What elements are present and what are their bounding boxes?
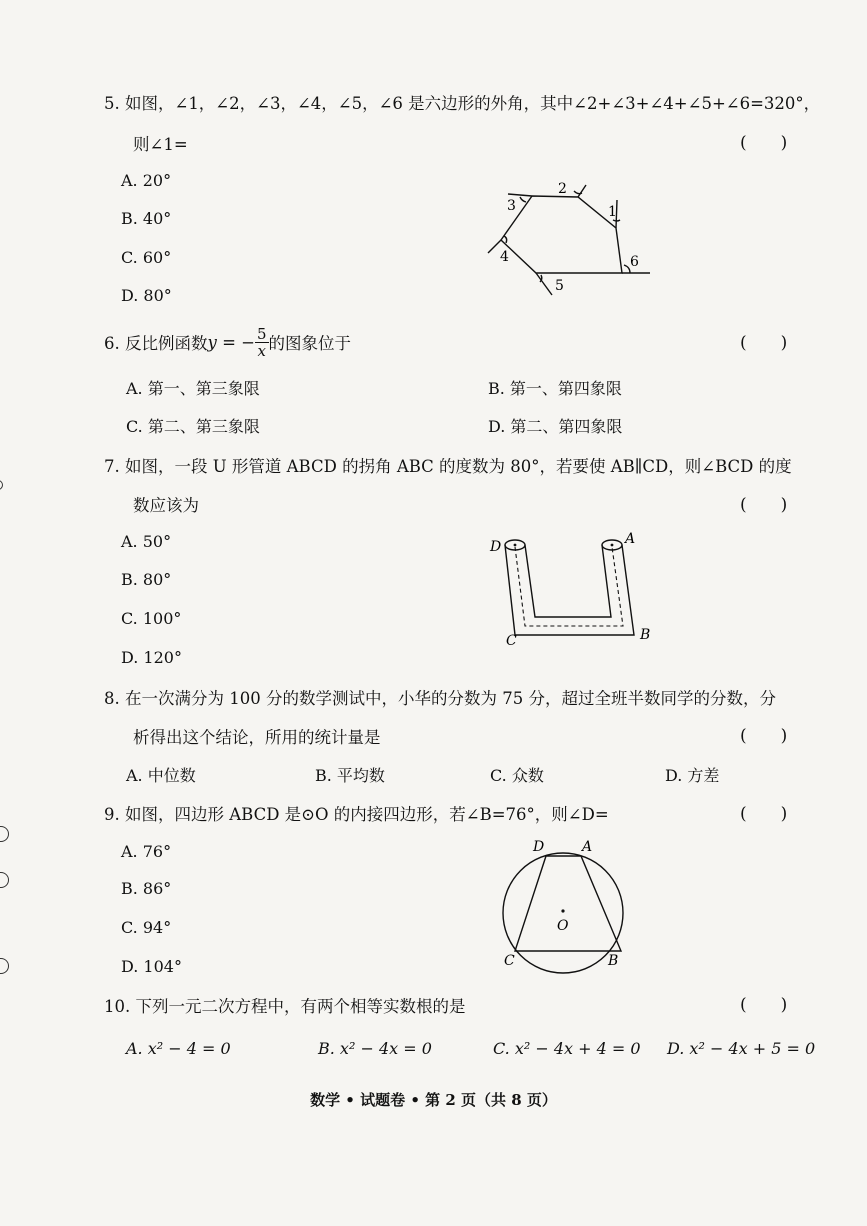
q10-stem: 10. 下列一元二次方程中，有两个相等实数根的是 bbox=[104, 997, 466, 1016]
q5-hexagon-figure bbox=[480, 170, 660, 300]
q10-option-c: C. x² − 4x + 4 = 0 bbox=[493, 1039, 641, 1058]
q9-label-d: D bbox=[533, 839, 545, 855]
q5-label-6: 6 bbox=[630, 254, 639, 270]
q8-stem-line1: 8. 在一次满分为 100 分的数学测试中，小华的分数为 75 分，超过全班半数同学的分数，分 bbox=[104, 689, 776, 708]
q9-label-a: A bbox=[582, 839, 593, 855]
page-footer: 数学 • 试题卷 • 第 2 页（共 8 页） bbox=[310, 1091, 557, 1109]
q9-stem-line1: 9. 如图，四边形 ABCD 是⊙O 的内接四边形，若∠B=76°，则∠D= bbox=[104, 805, 609, 824]
q7-option-c: C. 100° bbox=[121, 609, 182, 628]
q7-u-pipe-figure bbox=[480, 525, 660, 653]
q9-option-d: D. 104° bbox=[121, 957, 182, 976]
binding-mark bbox=[0, 480, 3, 490]
q7-label-a: A bbox=[625, 531, 636, 547]
q5-option-b: B. 40° bbox=[121, 209, 172, 228]
q7-answer-paren: ( ) bbox=[740, 495, 788, 515]
q9-label-c: C bbox=[504, 953, 515, 969]
q8-option-a: A. 中位数 bbox=[126, 766, 196, 785]
q7-label-c: C bbox=[506, 633, 517, 649]
q5-label-1: 1 bbox=[608, 204, 617, 220]
q6-option-b: B. 第一、第四象限 bbox=[488, 379, 622, 398]
q5-stem-line2: 则∠1= bbox=[133, 135, 188, 154]
q6-option-a: A. 第一、第三象限 bbox=[126, 379, 260, 398]
q5-option-a: A. 20° bbox=[121, 171, 172, 190]
q5-option-d: D. 80° bbox=[121, 286, 172, 305]
q6-fraction bbox=[255, 326, 269, 359]
q6-denominator: x bbox=[257, 341, 266, 360]
q5-label-5: 5 bbox=[555, 278, 564, 294]
q7-option-d: D. 120° bbox=[121, 648, 182, 667]
q9-answer-paren: ( ) bbox=[740, 804, 788, 824]
q6-stem bbox=[104, 322, 351, 362]
q7-stem-line2: 数应该为 bbox=[133, 496, 199, 515]
q10-answer-paren: ( ) bbox=[740, 995, 788, 1015]
q7-option-b: B. 80° bbox=[121, 570, 172, 589]
q6-y-equals: y = − bbox=[207, 332, 255, 352]
q6-option-c: C. 第二、第三象限 bbox=[126, 417, 260, 436]
q6-numerator: 5 bbox=[256, 324, 267, 343]
q5-label-2: 2 bbox=[558, 181, 567, 197]
q9-option-b: B. 86° bbox=[121, 879, 172, 898]
q5-stem-line1: 5. 如图，∠1，∠2，∠3，∠4，∠5，∠6 是六边形的外角，其中∠2+∠3+∠4+∠5+∠6=320°， bbox=[104, 94, 821, 113]
q9-label-b: B bbox=[608, 953, 619, 969]
q9-label-o: O bbox=[557, 918, 569, 934]
q10-option-b: B. x² − 4x = 0 bbox=[318, 1039, 432, 1058]
q6-prefix: 6. 反比例函数 bbox=[104, 334, 208, 353]
binding-mark bbox=[0, 872, 9, 888]
q9-option-a: A. 76° bbox=[121, 842, 172, 861]
q5-label-4: 4 bbox=[500, 249, 509, 265]
q6-answer-paren: ( ) bbox=[740, 333, 788, 353]
q7-label-b: B bbox=[640, 627, 651, 643]
q9-circle-figure bbox=[490, 835, 640, 975]
q8-option-d: D. 方差 bbox=[665, 766, 720, 785]
q5-label-3: 3 bbox=[507, 198, 516, 214]
q7-stem-line1: 7. 如图，一段 U 形管道 ABCD 的拐角 ABC 的度数为 80°，若要使 AB∥CD，则∠BCD 的度 bbox=[104, 457, 792, 476]
q6-option-d: D. 第二、第四象限 bbox=[488, 417, 623, 436]
q5-answer-paren: ( ) bbox=[740, 133, 788, 153]
q6-suffix: 的图象位于 bbox=[268, 334, 352, 353]
q10-option-d: D. x² − 4x + 5 = 0 bbox=[667, 1039, 816, 1058]
binding-mark bbox=[0, 958, 9, 974]
q7-option-a: A. 50° bbox=[121, 532, 172, 551]
q7-label-d: D bbox=[490, 539, 502, 555]
q10-option-a: A. x² − 4 = 0 bbox=[126, 1039, 231, 1058]
q8-option-b: B. 平均数 bbox=[315, 766, 385, 785]
q8-stem-line2: 析得出这个结论，所用的统计量是 bbox=[133, 728, 381, 747]
q9-option-c: C. 94° bbox=[121, 918, 172, 937]
q8-option-c: C. 众数 bbox=[490, 766, 544, 785]
q5-option-c: C. 60° bbox=[121, 248, 172, 267]
q8-answer-paren: ( ) bbox=[740, 726, 788, 746]
binding-mark bbox=[0, 826, 9, 842]
